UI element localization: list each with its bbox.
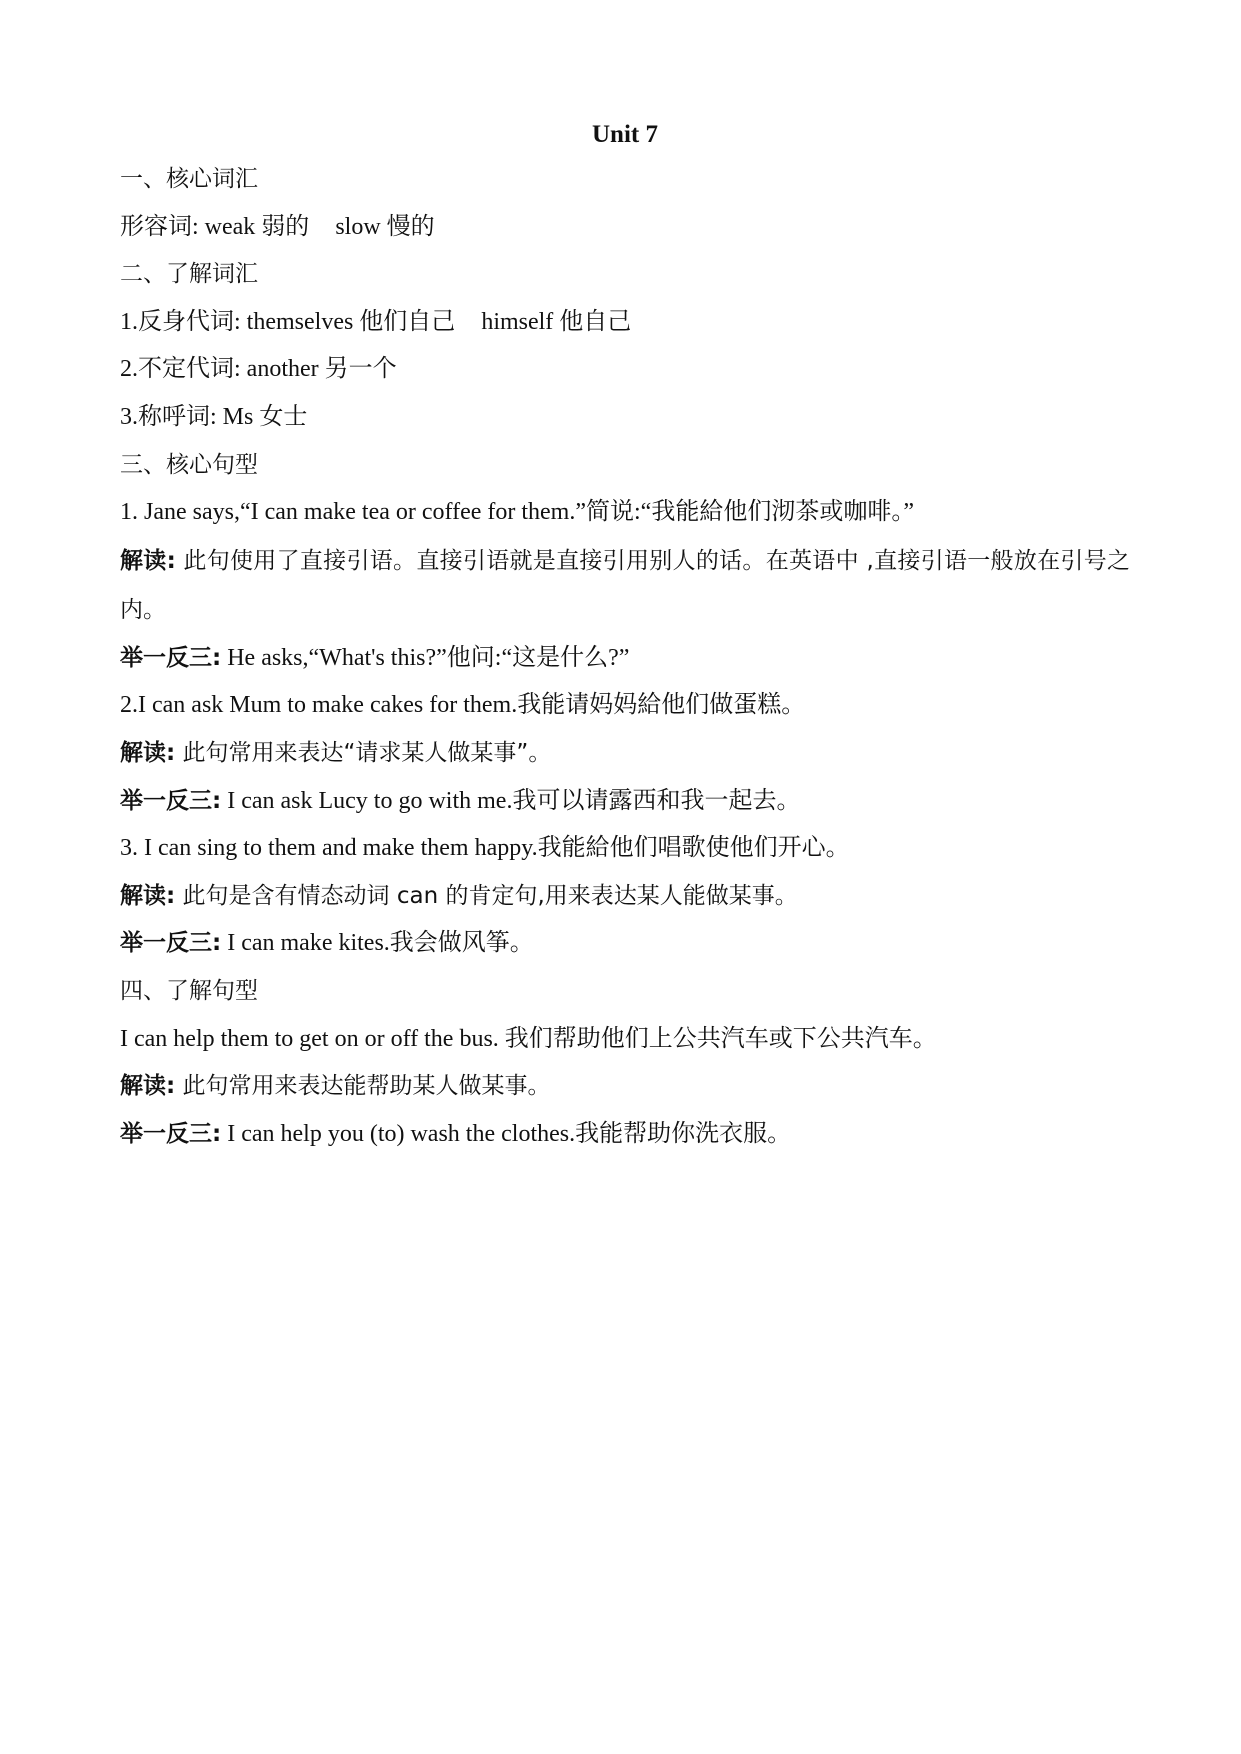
vocab-reflexive-part1: 1.反身代词: themselves 他们自己 <box>120 308 456 335</box>
example-text: I can ask Lucy to go with me.我可以请露西和我一起去。 <box>221 787 801 814</box>
vocab-adjectives <box>120 204 1130 252</box>
vocab-indefinite-pronoun: 2.不定代词: another 另一个 <box>120 356 397 383</box>
section-heading-core-vocab: 一、核心词汇 <box>120 166 258 192</box>
explanation-text: 此句常用来表达“请求某人做某事”。 <box>175 739 552 766</box>
sentence-2-explanation <box>120 730 1130 778</box>
explanation-label: 解读: <box>120 1073 176 1100</box>
example-label: 举一反三: <box>120 1120 222 1147</box>
sentence-3-explanation <box>120 873 1130 921</box>
example-text: He asks,“What's this?”他问:“这是什么?” <box>221 644 630 671</box>
explanation-label: 解读: <box>120 882 176 909</box>
explanation-text: 此句常用来表达能帮助某人做某事。 <box>175 1073 551 1100</box>
explanation-label: 解读: <box>120 547 176 574</box>
example-text: I can help you (to) wash the clothes.我能帮助你洗衣服。 <box>221 1120 792 1147</box>
vocab-address-term: 3.称呼词: Ms 女士 <box>120 403 308 430</box>
example-label: 举一反三: <box>120 787 222 814</box>
sentence-2-example <box>120 778 1130 826</box>
sentence-4-example <box>120 1111 1130 1159</box>
vocab-adjectives-part2: slow 慢的 <box>335 213 435 240</box>
sentence-2: 2.I can ask Mum to make cakes for them.我能请妈妈給他们做蛋糕。 <box>120 692 806 719</box>
vocab-reflexive-part2: himself 他自己 <box>481 308 632 335</box>
example-label: 举一反三: <box>120 930 222 957</box>
section-heading-extra-sentences: 四、了解句型 <box>120 977 258 1004</box>
sentence-3: 3. I can sing to them and make them happy.我能給他们唱歌使他们开心。 <box>120 835 850 862</box>
sentence-4-explanation <box>120 1063 1130 1111</box>
sentence-1-example <box>120 635 1130 683</box>
sentence-1: 1. Jane says,“I can make tea or coffee for them.”简说:“我能給他们沏茶或咖啡。” <box>120 499 914 526</box>
example-text: I can make kites.我会做风筝。 <box>221 930 534 957</box>
sentence-4: I can help them to get on or off the bus. 我们帮助他们上公共汽车或下公共汽车。 <box>120 1025 937 1052</box>
page-title: Unit 7 <box>592 121 658 148</box>
vocab-adjectives-part1: 形容词: weak 弱的 <box>120 213 310 240</box>
vocab-reflexive-pronouns <box>120 299 1130 347</box>
section-heading-core-sentences: 三、核心句型 <box>120 451 258 478</box>
explanation-label: 解读: <box>120 739 176 766</box>
sentence-1-explanation <box>120 537 1130 635</box>
explanation-text: 此句是含有情态动词 can 的肯定句,用来表达某人能做某事。 <box>175 882 798 909</box>
example-label: 举一反三: <box>120 644 222 671</box>
document-page <box>120 116 1130 1158</box>
section-heading-extra-vocab: 二、了解词汇 <box>120 261 258 288</box>
sentence-3-example <box>120 920 1130 968</box>
explanation-text: 此句使用了直接引语。直接引语就是直接引用别人的话。在英语中 ,直接引语一般放在引号之内。 <box>120 547 1131 623</box>
